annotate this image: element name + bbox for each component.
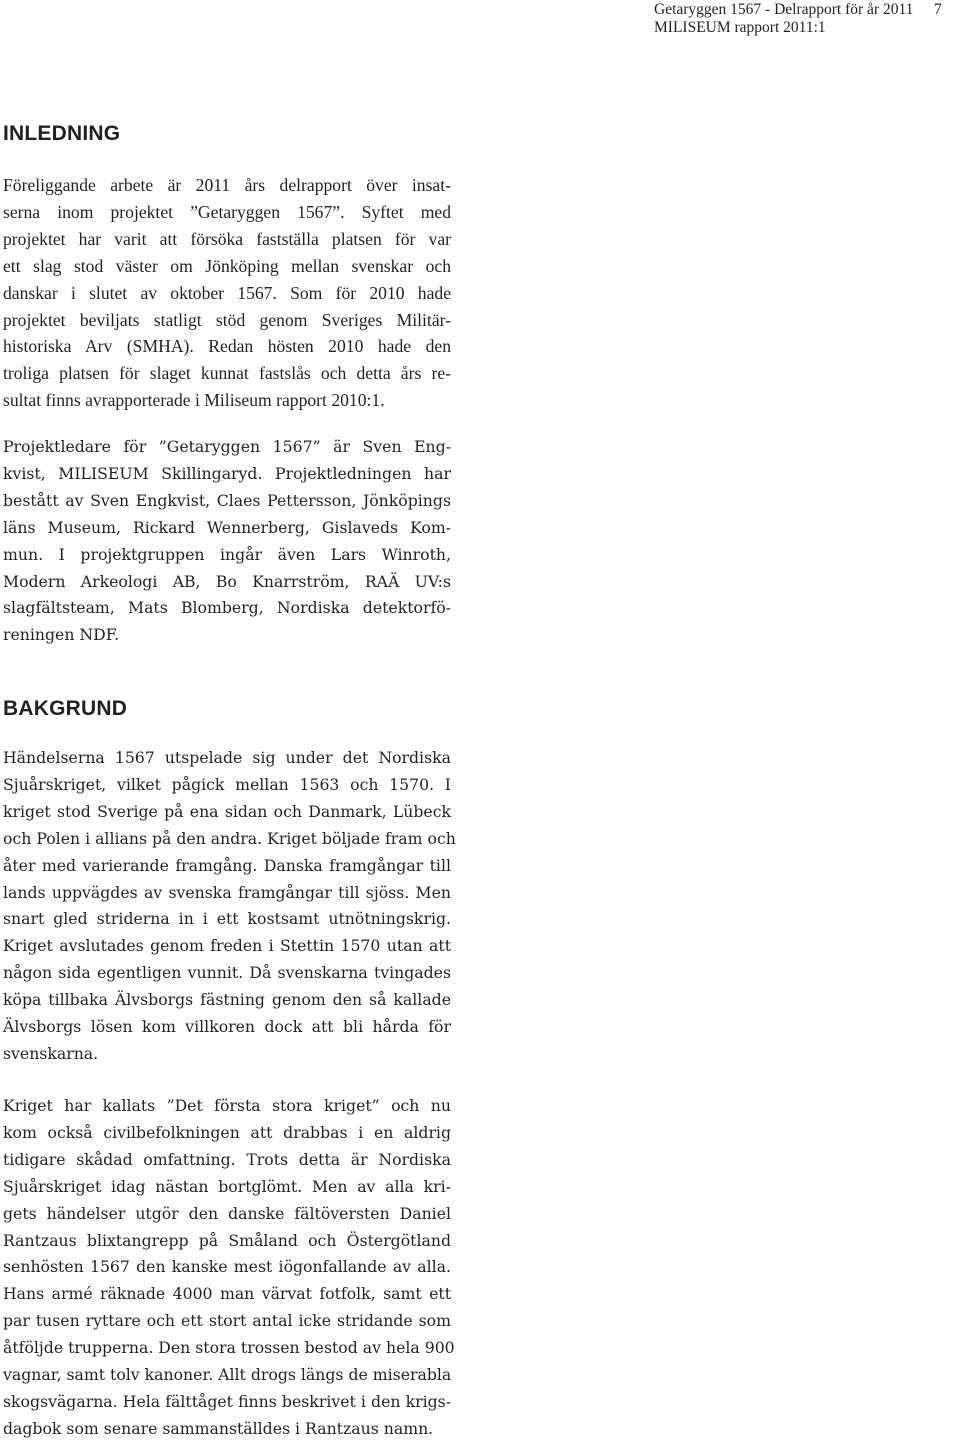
text-line: Kriget har kallats ”Det första stora kriget” och nu [3,1096,451,1115]
text-line: Föreliggande arbete är 2011 års delrapport över insat- [3,175,451,195]
text-line: någon sida egentligen vunnit. Då svenskarna tvingades [3,963,451,983]
text-line: projektet beviljats statligt stöd genom Sveriges Militär- [3,309,451,330]
text-line: Hans armé räknade 4000 man värvat fotfolk, samt ett [3,1284,451,1304]
text-line: köpa tillbaka Älvsborgs fästning genom den så kallade [3,990,451,1010]
text-line: ett slag stod väster om Jönköping mellan svenskar och [3,255,451,276]
text-line: slagfältsteam, Mats Blomberg, Nordiska detektorfö- [3,598,451,618]
text-line: Rantzaus blixtangrepp på Småland och Östergötland [3,1230,451,1250]
text-line: åtföljde trupperna. Den stora trossen bestod av hela 900 [3,1338,455,1358]
section-heading-inledning: INLEDNING [3,122,121,145]
text-line: sultat finns avrapporterade i Miliseum rapport 2010:1. [3,390,385,411]
text-line: snart gled striderna in i ett kostsamt utnötningskrig. [3,909,451,929]
text-line: kriget stod Sverige på ena sidan och Danmark, Lübeck [3,801,451,821]
text-line: skogsvägarna. Hela fälttåget finns beskrivet i den krigs- [3,1391,451,1411]
paragraph-background-1 [3,745,456,1068]
running-header-title: Getaryggen 1567 - Delrapport för år 2011 [654,1,914,18]
text-line: bestått av Sven Engkvist, Claes Pettersson, Jönköpings [3,490,451,510]
section-heading-bakgrund: BAKGRUND [3,697,128,720]
text-line: reningen NDF. [3,625,120,645]
text-line: svenskarna. [3,1043,99,1063]
text-line: senhösten 1567 den kanske mest iögonfallande av alla. [3,1257,451,1277]
text-line: vagnar, samt tolv kanoner. Allt drogs längs de miserabla [3,1365,452,1385]
text-line: Sjuårskriget idag nästan bortglömt. Men av alla kri- [3,1176,451,1196]
paragraph-intro-2 [3,434,451,649]
running-header-report: MILISEUM rapport 2011:1 [654,19,826,36]
page-number: 7 [934,1,942,18]
text-line: tidigare skådad omfattning. Trots detta är Nordiska [3,1149,451,1169]
text-line: Projektledare för ”Getaryggen 1567” är Sven Eng- [3,437,451,456]
text-line: Modern Arkeologi AB, Bo Knarrström, RAÄ UV:s [3,571,451,591]
text-line: historiska Arv (SMHA). Redan hösten 2010 hade den [3,336,451,357]
text-line: projektet har varit att försöka fastställa platsen för var [3,228,451,249]
text-line: Kriget avslutades genom freden i Stettin 1570 utan att [3,936,451,956]
text-line: kom också civilbefolkningen att drabbas i en aldrig [3,1122,451,1142]
text-line: Älvsborgs lösen kom villkoren dock att bli hårda för [3,1017,451,1037]
text-line: mun. I projektgruppen ingår även Lars Winroth, [3,544,451,564]
text-line: Händelserna 1567 utspelade sig under det Nordiska [3,748,451,767]
text-line: lands uppvägdes av svenska framgångar till sjöss. Men [3,882,451,902]
text-line: danskar i slutet av oktober 1567. Som för 2010 hade [3,282,451,303]
text-line: kvist, MILISEUM Skillingaryd. Projektledningen har [3,463,451,483]
text-line: gets händelser utgör den danske fältöversten Daniel [3,1203,451,1223]
text-line: serna inom projektet ”Getaryggen 1567”. Syftet med [3,201,451,222]
text-line: Sjuårskriget, vilket pågick mellan 1563 och 1570. I [3,774,451,794]
text-line: par tusen ryttare och ett stort antal icke stridande som [3,1311,451,1331]
text-line: och Polen i allians på den andra. Kriget böljade fram och [3,828,456,848]
text-line: läns Museum, Rickard Wennerberg, Gislaveds Kom- [3,517,451,537]
paragraph-intro-1 [3,172,451,414]
text-line: troliga platsen för slaget kunnat fastslås och detta års re- [3,363,451,384]
paragraph-background-2 [3,1093,455,1443]
text-line: dagbok som senare sammanställdes i Rantzaus namn. [3,1418,434,1438]
text-line: åter med varierande framgång. Danska framgångar till [3,855,451,875]
